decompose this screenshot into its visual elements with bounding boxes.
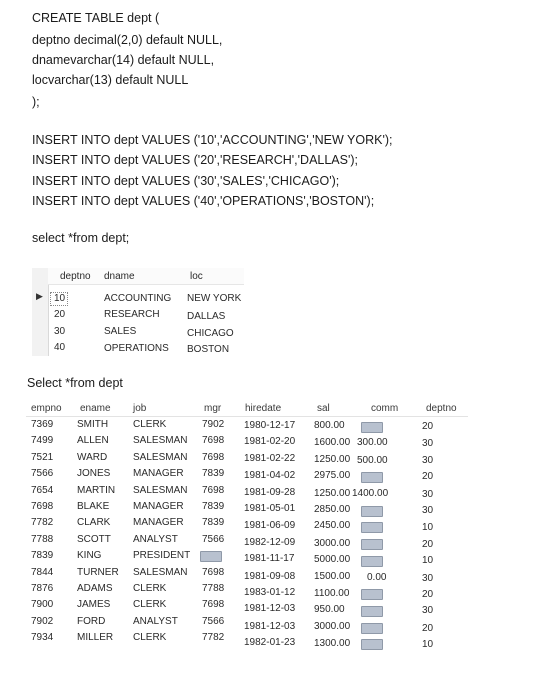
emp-cell-deptno[interactable]: 20 (422, 622, 434, 634)
emp-cell-sal[interactable]: 2450.00 (314, 520, 351, 532)
column-header-loc[interactable]: loc (190, 271, 203, 282)
emp-cell-mgr[interactable]: 7566 (202, 533, 225, 545)
column-header-deptno[interactable]: deptno (60, 271, 91, 282)
emp-cell-empno[interactable]: 7499 (31, 435, 54, 447)
column-header-sal[interactable]: sal (317, 403, 330, 414)
emp-cell-mgr[interactable]: 7782 (202, 632, 225, 644)
emp-cell-ename[interactable]: MARTIN (77, 484, 116, 496)
emp-cell-mgr[interactable]: 7698 (202, 599, 225, 611)
select-emp-query: Select *from dept (27, 376, 123, 390)
emp-header-divider (26, 416, 468, 417)
emp-cell-mgr[interactable]: 7902 (202, 419, 225, 430)
emp-cell-hiredate[interactable]: 1981-05-01 (244, 503, 296, 514)
null-value-badge (361, 472, 383, 483)
emp-cell-job[interactable]: CLERK (133, 632, 167, 644)
emp-cell-ename[interactable]: ALLEN (77, 435, 109, 447)
emp-cell-ename[interactable]: BLAKE (77, 501, 110, 512)
emp-cell-hiredate[interactable]: 1981-02-20 (244, 436, 296, 448)
emp-cell-empno[interactable]: 7369 (31, 419, 54, 430)
emp-cell-ename[interactable]: ADAMS (77, 583, 113, 594)
emp-cell-comm[interactable]: 500.00 (357, 454, 388, 466)
emp-cell-ename[interactable]: JONES (77, 468, 111, 480)
emp-cell-empno[interactable]: 7782 (31, 517, 54, 529)
emp-cell-sal[interactable]: 2975.00 (314, 470, 351, 482)
emp-cell-job[interactable]: PRESIDENT (133, 550, 191, 562)
emp-cell-ename[interactable]: KING (77, 550, 102, 562)
emp-cell-hiredate[interactable]: 1983-01-12 (244, 587, 296, 598)
emp-cell-mgr[interactable]: 7566 (202, 615, 225, 627)
current-row-arrow-icon: ▶ (36, 291, 43, 301)
dept-result-grid (32, 268, 244, 356)
emp-cell-ename[interactable]: WARD (77, 451, 108, 463)
select-dept-query: select *from dept; (32, 231, 130, 245)
emp-cell-deptno[interactable]: 10 (422, 555, 434, 567)
emp-cell-mgr[interactable]: 7839 (202, 517, 225, 529)
column-header-ename[interactable]: ename (80, 403, 111, 414)
emp-cell-job[interactable]: CLERK (133, 599, 167, 611)
emp-cell-hiredate[interactable]: 1981-09-08 (244, 570, 296, 582)
emp-cell-job[interactable]: SALESMAN (133, 566, 188, 578)
column-header-job[interactable]: job (133, 403, 147, 414)
emp-cell-hiredate[interactable]: 1980-12-17 (244, 420, 296, 431)
dept-cell-deptno[interactable]: 20 (54, 309, 66, 320)
dept-cell-dname[interactable]: SALES (104, 326, 137, 337)
emp-cell-deptno[interactable]: 30 (422, 505, 434, 516)
emp-cell-ename[interactable]: CLARK (77, 517, 111, 529)
emp-cell-ename[interactable]: SCOTT (77, 533, 111, 545)
emp-cell-mgr[interactable]: 7698 (202, 435, 225, 447)
emp-cell-mgr[interactable]: 7698 (202, 484, 225, 496)
dept-cell-loc[interactable]: NEW YORK (187, 293, 242, 304)
emp-cell-hiredate[interactable]: 1982-01-23 (244, 637, 296, 649)
column-header-mgr[interactable]: mgr (204, 403, 222, 414)
emp-cell-empno[interactable]: 7844 (31, 566, 54, 578)
insert-line: INSERT INTO dept VALUES ('20','RESEARCH','DALLAS'); (32, 153, 359, 167)
emp-cell-hiredate[interactable]: 1982-12-09 (244, 536, 296, 548)
create-table-line: CREATE TABLE dept ( (32, 11, 160, 25)
emp-cell-job[interactable]: ANALYST (133, 533, 178, 545)
emp-cell-deptno[interactable]: 30 (422, 605, 434, 617)
emp-cell-sal[interactable]: 3000.00 (314, 537, 351, 549)
emp-cell-hiredate[interactable]: 1981-12-03 (244, 620, 296, 632)
emp-cell-empno[interactable]: 7698 (31, 501, 54, 512)
column-header-hiredate[interactable]: hiredate (245, 403, 282, 414)
emp-cell-empno[interactable]: 7788 (31, 533, 54, 545)
emp-cell-empno[interactable]: 7566 (31, 468, 54, 480)
emp-cell-job[interactable]: SALESMAN (133, 435, 188, 447)
null-value-badge (200, 551, 222, 562)
insert-line: INSERT INTO dept VALUES ('30','SALES','CHICAGO'); (32, 174, 340, 188)
column-header-empno[interactable]: empno (31, 403, 62, 414)
dept-cell-deptno[interactable]: 10 (54, 293, 66, 304)
emp-cell-deptno[interactable]: 30 (422, 488, 434, 500)
dept-cell-loc[interactable]: DALLAS (187, 311, 226, 322)
emp-cell-job[interactable]: MANAGER (133, 517, 184, 529)
column-header-comm[interactable]: comm (371, 403, 399, 414)
emp-cell-sal[interactable]: 5000.00 (314, 554, 351, 566)
emp-cell-deptno[interactable]: 30 (422, 438, 434, 450)
emp-cell-deptno[interactable]: 10 (422, 639, 434, 651)
dept-cell-dname[interactable]: ACCOUNTING (104, 293, 172, 304)
emp-cell-sal[interactable]: 1500.00 (314, 570, 351, 582)
emp-cell-mgr[interactable]: 7698 (202, 566, 225, 578)
emp-cell-hiredate[interactable]: 1981-11-17 (244, 553, 295, 565)
emp-cell-empno[interactable]: 7839 (31, 550, 54, 562)
emp-cell-hiredate[interactable]: 1981-06-09 (244, 520, 296, 532)
null-value-badge (361, 506, 383, 517)
emp-cell-ename[interactable]: SMITH (77, 419, 109, 430)
emp-cell-deptno[interactable]: 20 (422, 538, 434, 550)
emp-cell-job[interactable]: ANALYST (133, 615, 178, 627)
emp-cell-sal[interactable]: 1300.00 (314, 638, 351, 650)
create-column-dname: dnamevarchar(14) default NULL, (32, 53, 215, 67)
emp-cell-deptno[interactable]: 10 (422, 522, 434, 534)
emp-cell-mgr[interactable]: 7839 (202, 501, 225, 512)
emp-cell-deptno[interactable]: 20 (422, 589, 434, 600)
null-value-badge (361, 556, 383, 567)
dept-cell-loc[interactable]: BOSTON (187, 344, 230, 355)
emp-cell-ename[interactable]: TURNER (77, 566, 119, 578)
emp-cell-ename[interactable]: JAMES (77, 599, 111, 611)
emp-cell-comm[interactable]: 300.00 (357, 437, 388, 449)
emp-cell-deptno[interactable]: 20 (422, 421, 434, 432)
emp-cell-sal[interactable]: 800.00 (314, 420, 345, 431)
emp-cell-mgr[interactable]: 7839 (202, 468, 225, 480)
emp-cell-empno[interactable]: 7654 (31, 484, 54, 496)
emp-cell-sal[interactable]: 1600.00 (314, 437, 351, 449)
emp-cell-empno[interactable]: 7521 (31, 451, 54, 463)
emp-cell-hiredate[interactable]: 1981-04-02 (244, 470, 296, 482)
create-column-loc: locvarchar(13) default NULL (32, 73, 189, 87)
null-value-badge (361, 623, 383, 634)
null-value-badge (361, 639, 383, 650)
emp-cell-hiredate[interactable]: 1981-02-22 (244, 452, 296, 464)
dept-cell-loc[interactable]: CHICAGO (187, 328, 234, 339)
emp-cell-hiredate[interactable]: 1981-12-03 (244, 603, 296, 615)
emp-cell-comm[interactable]: 1400.00 (352, 487, 389, 499)
dept-cell-deptno[interactable]: 30 (54, 326, 66, 337)
insert-line: INSERT INTO dept VALUES ('10','ACCOUNTING','NEW YORK'); (32, 133, 393, 147)
emp-cell-ename[interactable]: MILLER (77, 632, 114, 644)
emp-cell-empno[interactable]: 7902 (31, 615, 54, 627)
create-column-deptno: deptno decimal(2,0) default NULL, (32, 33, 223, 47)
create-table-close: ); (32, 95, 40, 109)
emp-cell-mgr[interactable]: 7698 (202, 451, 225, 463)
emp-cell-comm[interactable]: 0.00 (367, 571, 387, 583)
emp-cell-deptno[interactable]: 30 (422, 572, 434, 584)
emp-cell-empno[interactable]: 7934 (31, 632, 54, 644)
null-value-badge (361, 539, 383, 550)
emp-cell-deptno[interactable]: 20 (422, 471, 434, 483)
emp-cell-job[interactable]: MANAGER (133, 501, 184, 512)
emp-cell-deptno[interactable]: 30 (422, 454, 434, 466)
emp-cell-ename[interactable]: FORD (77, 615, 106, 627)
emp-cell-sal[interactable]: 1250.00 (314, 453, 351, 465)
emp-cell-sal[interactable]: 2850.00 (314, 504, 351, 515)
column-header-deptno[interactable]: deptno (426, 403, 457, 414)
dept-cell-dname[interactable]: OPERATIONS (104, 343, 169, 354)
emp-cell-job[interactable]: CLERK (133, 419, 167, 430)
dept-cell-dname[interactable]: RESEARCH (104, 309, 160, 320)
emp-cell-sal[interactable]: 1250.00 (314, 487, 351, 499)
column-header-dname[interactable]: dname (104, 271, 135, 282)
emp-cell-job[interactable]: SALESMAN (133, 484, 188, 496)
emp-cell-job[interactable]: CLERK (133, 583, 167, 594)
emp-cell-sal[interactable]: 3000.00 (314, 620, 351, 632)
emp-cell-sal[interactable]: 950.00 (314, 604, 345, 616)
null-value-badge (361, 589, 383, 600)
null-value-badge (361, 606, 383, 617)
emp-cell-empno[interactable]: 7876 (31, 583, 54, 594)
emp-cell-sal[interactable]: 1100.00 (314, 588, 350, 599)
row-selector-gutter (32, 268, 49, 356)
emp-cell-hiredate[interactable]: 1981-09-28 (244, 486, 296, 498)
emp-cell-empno[interactable]: 7900 (31, 599, 54, 611)
emp-cell-mgr[interactable]: 7788 (202, 583, 225, 594)
emp-cell-job[interactable]: SALESMAN (133, 451, 188, 463)
insert-line: INSERT INTO dept VALUES ('40','OPERATIONS','BOSTON'); (32, 194, 375, 208)
dept-cell-deptno[interactable]: 40 (54, 342, 66, 353)
emp-cell-job[interactable]: MANAGER (133, 468, 184, 480)
null-value-badge (361, 422, 383, 433)
null-value-badge (361, 522, 383, 533)
